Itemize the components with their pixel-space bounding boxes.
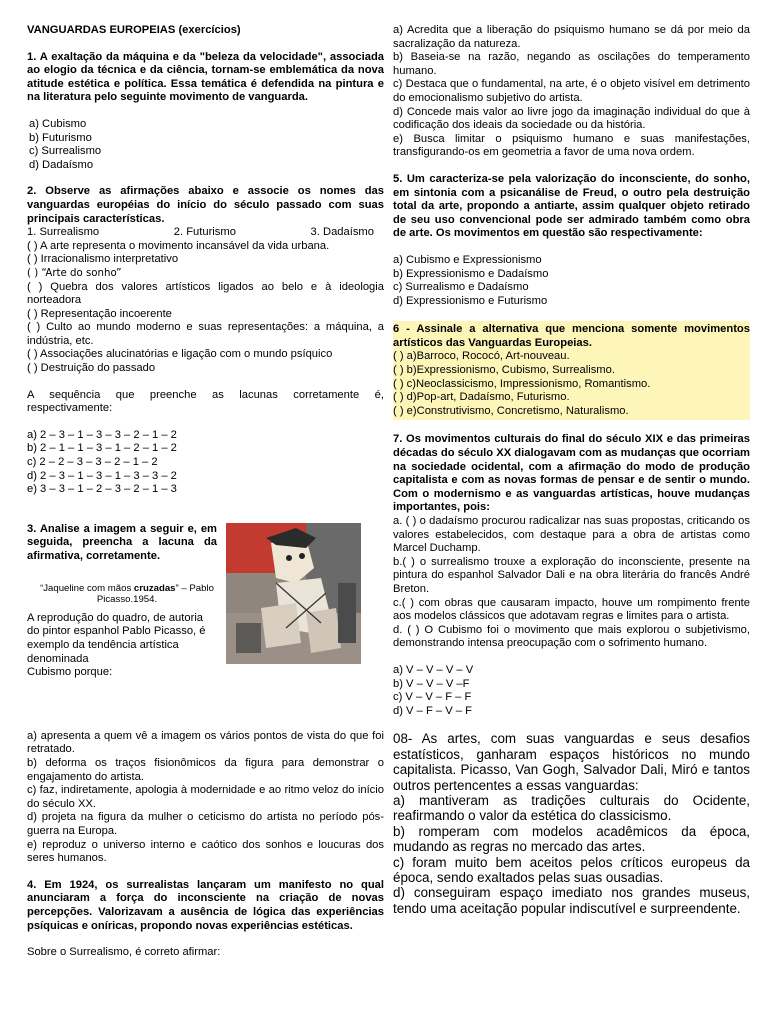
caption-text: ” – Pablo Picasso.1954. xyxy=(96,582,214,606)
q8-option: a) mantiveram as tradições culturais do Ocidente, reafirmando o valor da estética do classicismo. xyxy=(393,792,750,824)
q5-option: a) Cubismo e Expressionismo xyxy=(393,253,542,266)
caption-text: “Jaqueline com mãos xyxy=(40,582,134,594)
q4-option: d) Concede mais valor ao livre jogo da imaginação individual do que à codificação dos ideais da sociedade ou da história. xyxy=(393,105,750,132)
q7-options xyxy=(393,664,750,718)
q3-stem: 3. Analise a imagem a seguir e, em seguida, preencha a lacuna da afirmativa, corretamente. xyxy=(27,522,217,562)
q4-option: b) Baseia-se na razão, negando as oscilações do temperamento humano. xyxy=(393,51,750,77)
q4-option: e) Busca limitar o psiquismo humano e suas manifestações, transfigurando-os em geometria a favor de uma nova ordem. xyxy=(393,132,750,159)
q1-option: d) Dadaísmo xyxy=(29,158,94,171)
q8-option: d) conseguiram espaço imediato nos grandes museus, tendo uma aceitação popular indiscutível e surpreendente. xyxy=(393,885,750,916)
q5-option: d) Expressionismo e Futurismo xyxy=(393,294,548,307)
q7-option: c) V – V – F – F xyxy=(393,691,472,704)
q7-option: d) V – F – V – F xyxy=(393,704,472,717)
caption-bold: cruzadas xyxy=(133,582,176,594)
q2-item: ( ) Destruição do passado xyxy=(27,362,156,375)
q1-options xyxy=(27,118,384,172)
q3-options xyxy=(27,730,384,866)
q3-option: a) apresenta a quem vê a imagem os vários pontos de vista do que foi retratado. xyxy=(27,729,384,756)
q2-item: ( ) Culto ao mundo moderno e suas representações: a máquina, a indústria, etc. xyxy=(27,321,384,347)
q6-stem: 6 - Assinale a alternativa que menciona somente movimentos artísticos das Vanguardas Europeias. xyxy=(393,323,750,349)
q4-option: a) Acredita que a liberação do psiquismo humano se dá por meio da sacralização da natureza. xyxy=(393,24,750,50)
q7-item: c.( ) com obras que causaram impacto, houve um rompimento frente aos modelos clássicos que adotavam regras e limites para o artista. xyxy=(393,596,750,623)
q5-option: b) Expressionismo e Dadaísmo xyxy=(393,267,549,280)
q3-option: c) faz, indiretamente, apologia à modernidade e ao ritmo veloz do início do século XX. xyxy=(27,784,384,810)
q2-item: ( ) “Arte do sonho” xyxy=(27,267,122,279)
q2-option: d) 2 – 3 – 1 – 3 – 1 – 3 – 3 – 2 xyxy=(27,469,177,482)
q4-stem: 4. Em 1924, os surrealistas lançaram um manifesto no qual anunciaram a força do inconsciente na criação de novas percepções. Valorizavam a ausência de lógica das experiências psíquicas e oníricas, propondo novas experiências estéticas. xyxy=(27,878,384,932)
q6-option: ( ) b)Expressionismo, Cubismo, Surrealismo. xyxy=(393,364,615,377)
q2-item: ( ) Representação incoerente xyxy=(27,307,172,320)
q2-legend-item: 2. Futurismo xyxy=(173,226,236,239)
q2-item: ( ) Associações alucinatórias e ligação com o mundo psíquico xyxy=(27,348,333,361)
q2-sequence-prompt: A sequência que preenche as lacunas corretamente é, respectivamente: xyxy=(27,388,384,415)
q7-items xyxy=(393,515,750,651)
q2-legend-item: 3. Dadaísmo xyxy=(310,226,374,239)
q6-option: ( ) e)Construtivismo, Concretismo, Naturalismo. xyxy=(393,404,629,417)
q5-options xyxy=(393,254,750,308)
page-title: VANGUARDAS EUROPEIAS (exercícios) xyxy=(27,24,241,36)
right-column xyxy=(393,24,750,916)
q2-option: c) 2 – 2 – 3 – 3 – 2 – 1 – 2 xyxy=(27,456,158,469)
q4-option: c) Destaca que o fundamental, na arte, é o objeto visível em detrimento do emocionalismo subjetivo do artista. xyxy=(393,78,750,104)
q7-item: d. ( ) O Cubismo foi o movimento que mais explorou o subjetivismo, demonstrando intensa preocupação com o sofrimento humano. xyxy=(393,623,750,650)
q3-caption xyxy=(27,583,217,606)
q3-option: d) projeta na figura da mulher o ceticismo do artista no período pós-guerra na Europa. xyxy=(27,811,384,837)
q2-legend-item: 1. Surrealismo xyxy=(27,226,100,239)
q2-item: ( ) Quebra dos valores artísticos ligados ao belo e à ideologia norteadora xyxy=(27,280,384,307)
q5-option: c) Surrealismo e Dadaísmo xyxy=(393,281,529,294)
q3-option: e) reproduz o universo interno e caótico dos sonhos e loucuras dos seres humanos. xyxy=(27,838,384,865)
q4-prompt: Sobre o Surrealismo, é correto afirmar: xyxy=(27,946,221,959)
q7-option: a) V – V – V – V xyxy=(393,663,474,676)
q1-option: c) Surrealismo xyxy=(29,145,102,158)
q2-items xyxy=(27,240,384,376)
q2-option: b) 2 – 1 – 1 – 3 – 1 – 2 – 1 – 2 xyxy=(27,442,177,455)
q8-option: b) romperam com modelos acadêmicos da época, mudando as regras no mercado das artes. xyxy=(393,823,750,855)
q6-option: ( ) c)Neoclassicismo, Impressionismo, Romantismo. xyxy=(393,377,651,390)
q1-option: a) Cubismo xyxy=(29,117,87,130)
q5-stem: 5. Um caracteriza-se pela valorização do inconsciente, do sonho, em sintonia com a psicanálise de Freud, o outro pela destruição total da arte, propondo a antiarte, assim qualquer objeto retirado de seu uso convencional pode ser admirado também como obra de arte. Os movimentos em questão são respectivamente: xyxy=(393,172,750,240)
q3-option: b) deforma os traços fisionômicos da figura para demonstrar o engajamento do artista. xyxy=(27,757,384,783)
q2-legend xyxy=(27,226,384,240)
q8-stem: 08- As artes, com suas vanguardas e seus desafios estatísticos, ganharam espaços históricos no mundo capitalista. Picasso, Van Gogh, Salvador Dali, Miró e tantos outros pertencentes a essas vanguardas: xyxy=(393,731,750,793)
q2-options xyxy=(27,429,384,497)
left-column xyxy=(27,24,384,960)
q2-option: a) 2 – 3 – 1 – 3 – 3 – 2 – 1 – 2 xyxy=(27,428,177,441)
q1-stem: 1. A exaltação da máquina e da "beleza da velocidade", associada ao elogio da técnica e da ciência, tornam-se emblemática da nova atitude estética e política. Essa temática é defendida na pintura e na literatura pelo seguinte movimento de vanguarda. xyxy=(27,50,384,104)
q3-body: A reprodução do quadro, de autoria do pintor espanhol Pablo Picasso, é exemplo da tendência artística denominada xyxy=(27,611,206,665)
q6-option: ( ) a)Barroco, Rococó, Art-nouveau. xyxy=(393,350,570,363)
q8-block xyxy=(393,731,750,916)
q2-stem: 2. Observe as afirmações abaixo e associe os nomes das vanguardas européias do início do século passado com suas principais características. xyxy=(27,185,384,225)
q2-item: ( ) A arte representa o movimento incansável da vida urbana. xyxy=(27,239,330,252)
q3-body-2: Cubismo porque: xyxy=(27,666,113,679)
q6-option: ( ) d)Pop-art, Dadaísmo, Futurismo. xyxy=(393,391,570,404)
q7-item: b.( ) o surrealismo trouxe a exploração do inconsciente, presente na pintura do espanhol Salvador Dali e na obra literária do francês André Breton. xyxy=(393,555,750,595)
q1-option: b) Futurismo xyxy=(29,131,92,144)
q6-highlight-block xyxy=(393,321,750,420)
q2-option: e) 3 – 3 – 1 – 2 – 3 – 2 – 1 – 3 xyxy=(27,483,177,496)
q2-item: ( ) Irracionalismo interpretativo xyxy=(27,253,179,266)
q7-option: b) V – V – V –F xyxy=(393,677,470,690)
q3-block xyxy=(27,523,384,717)
q7-item: a. ( ) o dadaísmo procurou radicalizar nas suas propostas, criticando os valores estabelecidos, com destaque para a obra de artistas como Marcel Duchamp. xyxy=(393,515,750,555)
q4-options xyxy=(393,24,750,160)
q8-option: c) foram muito bem aceitos pelos críticos europeus da época, sendo exaltados pelas suas ousadias. xyxy=(393,854,750,885)
q7-stem: 7. Os movimentos culturais do final do século XIX e das primeiras décadas do século XX dialogavam com as mudanças que ocorriam na sociedade ocidental, com a afirmação do modo de produção capitalista e com as novas formas de pensar e de sentir o mundo. Com o modernismo e as vanguardas artísticas, houve mudanças importantes, pois: xyxy=(393,433,750,514)
picasso-painting-image xyxy=(226,523,361,664)
